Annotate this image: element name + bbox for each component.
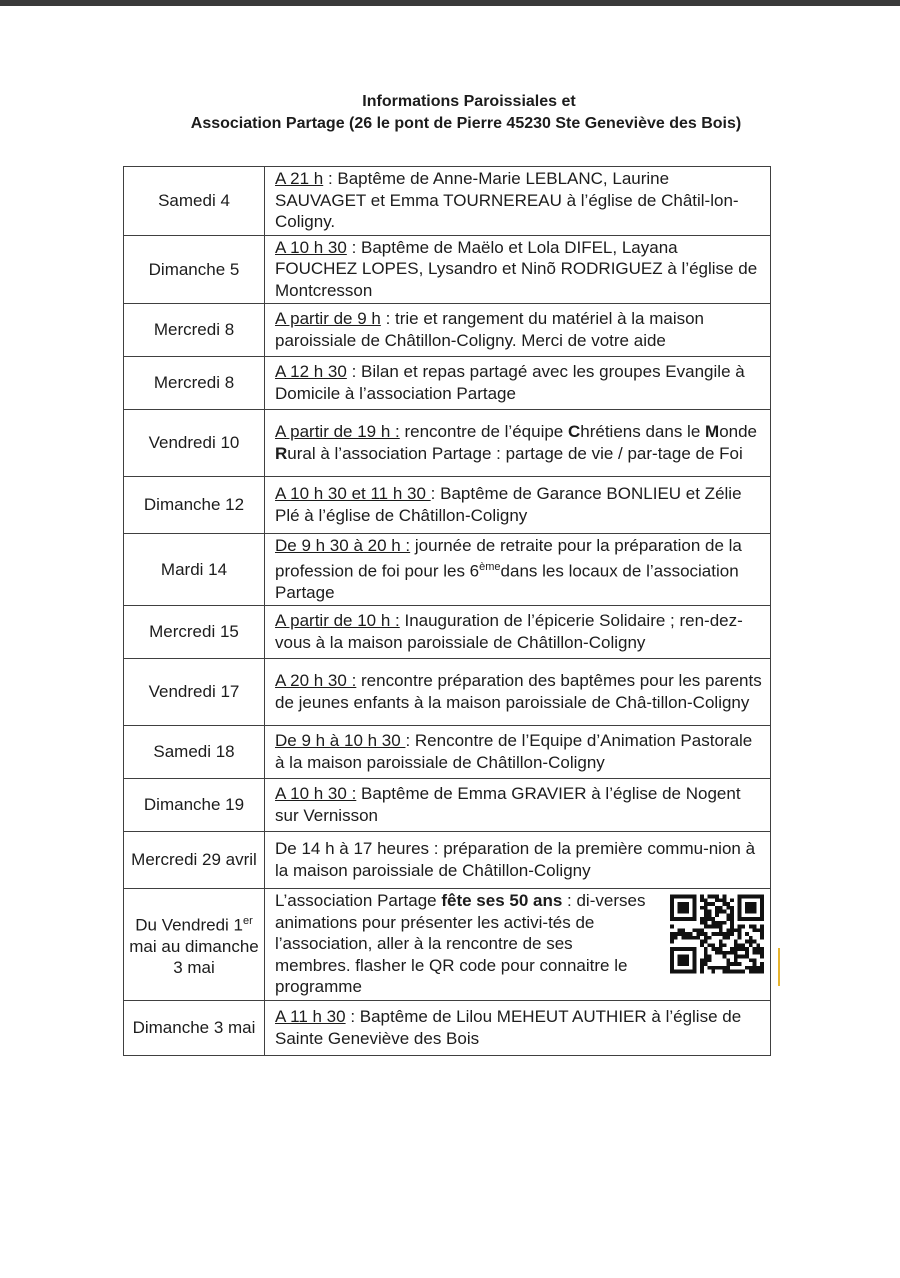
day-cell: Mardi 14 <box>124 534 265 606</box>
event-cell <box>265 410 771 477</box>
table-row <box>124 304 771 357</box>
event-initial: C <box>567 422 581 441</box>
table-row <box>124 726 771 779</box>
day-cell: Mercredi 15 <box>124 606 265 659</box>
table-row <box>124 889 771 1001</box>
table-row <box>124 1001 771 1056</box>
event-text: L’association Partage <box>275 891 442 911</box>
highlight-mark <box>778 948 780 986</box>
event-cell <box>265 534 771 606</box>
event-text: Inauguration de l’épicerie Solidaire ; ren-dez-vous à la maison paroissiale de Châtillon-Coligny <box>275 611 743 652</box>
event-cell <box>265 1001 771 1056</box>
page-title: Informations Paroissiales et <box>362 93 576 110</box>
event-text: : Baptême de Garance BONLIEU et Zélie Plé à l’église de Châtillon-Coligny <box>275 484 742 525</box>
day-cell: Dimanche 3 mai <box>124 1001 265 1056</box>
event-time: A 10 h 30 et 11 h 30 <box>275 484 431 503</box>
event-cell <box>265 659 771 726</box>
event-text: rencontre de l’équipe <box>399 422 568 441</box>
event-text: hrétiens dans le <box>580 422 706 441</box>
day-cell: Vendredi 17 <box>124 659 265 726</box>
event-time: A partir de 19 h : <box>275 422 400 441</box>
event-text: : Rencontre de l’Equipe d’Animation Pastorale à la maison paroissiale de Châtillon-Coligny <box>275 731 753 772</box>
event-time: A 10 h 30 : <box>275 784 357 804</box>
qr-code-icon[interactable] <box>670 894 764 974</box>
event-time: A partir de 9 h <box>275 309 381 328</box>
event-cell <box>265 235 771 304</box>
table-row <box>124 832 771 889</box>
event-highlight: fête ses 50 ans <box>441 891 563 911</box>
event-text: journée de retraite pour la préparation de la profession de foi pour les 6 <box>275 536 742 581</box>
event-cell <box>265 304 771 357</box>
superscript: ème <box>479 560 501 573</box>
day-cell: Samedi 4 <box>124 167 265 236</box>
day-cell: Dimanche 12 <box>124 477 265 534</box>
schedule-table <box>123 166 771 1056</box>
table-row <box>124 235 771 304</box>
event-time: A 11 h 30 <box>275 1007 346 1027</box>
event-cell <box>265 779 771 832</box>
table-row <box>124 167 771 236</box>
superscript: er <box>242 914 253 927</box>
event-cell <box>265 477 771 534</box>
table-row <box>124 659 771 726</box>
day-cell: Mercredi 8 <box>124 304 265 357</box>
table-row <box>124 779 771 832</box>
event-cell <box>265 889 771 1001</box>
event-time: A 12 h 30 <box>275 362 347 381</box>
table-row <box>124 606 771 659</box>
day-cell: Mercredi 8 <box>124 357 265 410</box>
day-text: Du Vendredi 1 <box>135 915 243 935</box>
event-text: onde <box>719 422 758 441</box>
event-cell <box>265 357 771 410</box>
event-time: De 9 h 30 à 20 h : <box>275 536 411 555</box>
event-cell <box>265 726 771 779</box>
event-cell <box>265 832 771 889</box>
event-text: : Baptême de Lilou MEHEUT AUTHIER à l’église de Sainte Geneviève des Bois <box>275 1007 742 1048</box>
day-cell: Mercredi 29 avril <box>124 832 265 889</box>
event-text: ural à l’association Partage : partage de vie / par-tage de Foi <box>287 443 743 463</box>
table-row <box>124 534 771 606</box>
event-time: A 21 h <box>275 169 324 188</box>
event-time: A 10 h 30 <box>275 237 347 257</box>
event-text: De 14 h à 17 heures : préparation de la première commu-nion à la maison paroissiale de Châtillon-Coligny <box>275 839 756 880</box>
event-time: De 9 h à 10 h 30 <box>275 731 406 751</box>
day-cell: Dimanche 19 <box>124 779 265 832</box>
day-cell <box>124 889 265 1001</box>
table-row <box>124 477 771 534</box>
event-time: A partir de 10 h : <box>275 611 400 631</box>
event-text: : trie et rangement du matériel à la maison paroissiale de Châtillon-Coligny. Merci de votre aide <box>275 309 705 350</box>
day-cell: Dimanche 5 <box>124 235 265 304</box>
scan-edge <box>0 0 900 6</box>
event-text: : Baptême de Anne-Marie LEBLANC, Laurine SAUVAGET et Emma TOURNEREAU à l’église de Châtil-lon- Coligny. <box>275 169 739 231</box>
day-text: mai au dimanche 3 mai <box>129 936 259 978</box>
event-initial: R <box>275 443 288 463</box>
table-row <box>124 357 771 410</box>
event-time: A 20 h 30 : <box>275 671 357 691</box>
event-cell <box>265 606 771 659</box>
event-text: : Bilan et repas partagé avec les groupes Evangile à Domicile à l’association Partage <box>275 362 745 403</box>
event-text: rencontre préparation des baptêmes pour les parents de jeunes enfants à la maison paroissiale de Châ-tillon-Coligny <box>275 671 762 712</box>
table-row <box>124 410 771 477</box>
event-initial: M <box>705 422 720 441</box>
day-cell: Samedi 18 <box>124 726 265 779</box>
event-text: : di-verses animations pour présenter les activi-tés de l’association, aller à la rencontre de ses membres. flasher le QR code pour connaitre le programme <box>275 891 646 997</box>
event-text: : Baptême de Maëlo et Lola DIFEL, Layana FOUCHEZ LOPES, Lysandro et Ninõ RODRIGUEZ à l’église de Montcresson <box>275 237 758 300</box>
event-cell <box>265 167 771 236</box>
page-subtitle: Association Partage (26 le pont de Pierre 45230 Ste Geneviève des Bois) <box>190 115 742 132</box>
event-text: dans les locaux de l’association Partage <box>275 561 739 602</box>
event-text: Baptême de Emma GRAVIER à l’église de Nogent sur Vernisson <box>275 784 741 825</box>
day-cell: Vendredi 10 <box>124 410 265 477</box>
anniversary-block <box>275 890 764 998</box>
